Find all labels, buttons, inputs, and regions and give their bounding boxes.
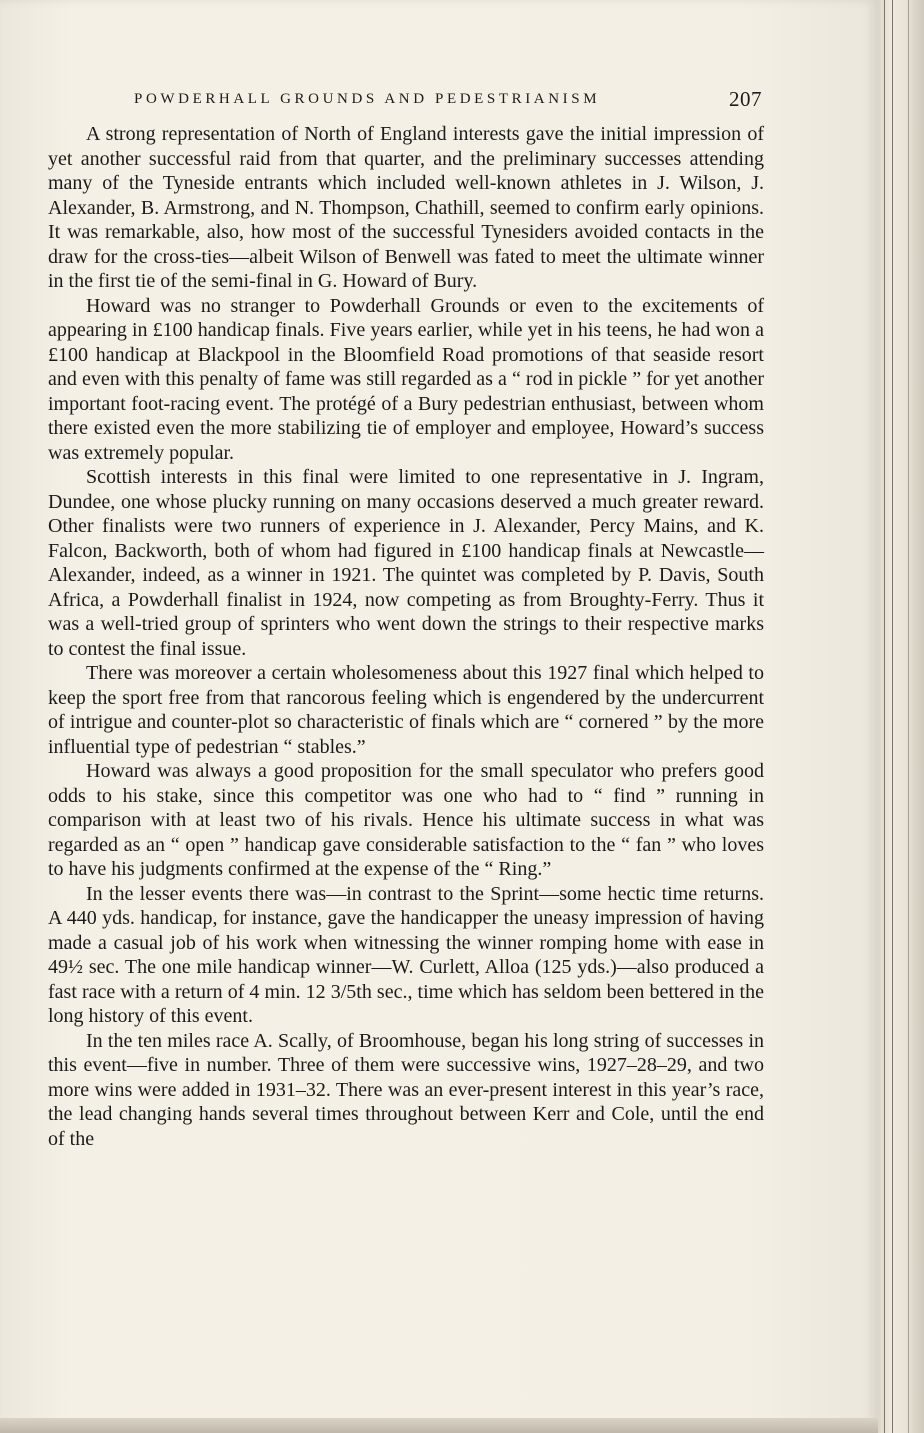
book-page-edges xyxy=(878,0,924,1433)
paragraph-5: Howard was always a good proposition for the small speculator who prefers good odds to his stake, since this competitor was one who had to “ find ” running in comparison with at least two of his rivals. Hence his ultimate success in what was regarded as an “ open ” handicap gave considerable satisfaction to the “ fan ” who loves to have his judgments confirmed at the expense of the “ Ring.” xyxy=(48,760,764,880)
page-bottom-edge xyxy=(0,1418,878,1433)
page-header xyxy=(134,87,764,113)
paragraph-4: There was moreover a certain wholesomeness about this 1927 final which helped to keep the sport free from that rancorous feeling which is engendered by the undercurrent of intrigue and counter-plot so characteristic of finals which are “ cornered ” by the more influential type of pedestrian “ stables.” xyxy=(48,662,764,758)
paragraph-7: In the ten miles race A. Scally, of Broomhouse, began his long string of successes in this event—five in number. Three of them were successive wins, 1927–28–29, and two more wins were added in 1931–32. There was an ever-present interest in this year’s race, the lead changing hands several times throughout between Kerr and Cole, until the end of the xyxy=(48,1029,764,1150)
page-edge-line xyxy=(884,0,885,1433)
body-text xyxy=(48,122,764,1151)
paragraph-6: In the lesser events there was—in contrast to the Sprint—some hectic time returns. A 440 yds. handicap, for instance, gave the handicapper the uneasy impression of having made a casual job of his work when witnessing the winner romping home with ease in 49½ sec. The one mile handicap winner—W. Curlett, Alloa (125 yds.)—also produced a fast race with a return of 4 min. 12 3/5th sec., time which has seldom been bettered in the long history of this event. xyxy=(48,882,764,1027)
running-title: POWDERHALL GROUNDS AND PEDESTRIANISM xyxy=(134,91,601,107)
paragraph-2: Howard was no stranger to Powderhall Grounds or even to the excitements of appearing in £100 handicap finals. Five years earlier, while yet in his teens, he had won a £100 handicap at Blackpool in the Bloomfield Road promotions of that seaside resort and even with this penalty of fame was still regarded as a “ rod in pickle ” for yet another important foot-racing event. The protégé of a Bury pedestrian enthusiast, between whom there existed even the more stabilizing tie of employer and employee, Howard’s success was extremely popular. xyxy=(48,294,764,464)
page-edge-line xyxy=(892,0,893,1433)
page-number: 207 xyxy=(729,87,762,111)
paragraph-3: Scottish interests in this final were limited to one representative in J. Ingram, Dundee, one whose plucky running on many occasions deserved a much greater reward. Other finalists were two runners of experience in J. Alexander, Percy Mains, and K. Falcon, Backworth, both of whom had figured in £100 handicap finals at Newcastle—Alexander, indeed, as a winner in 1921. The quintet was completed by P. Davis, South Africa, a Powderhall finalist in 1924, now competing as from Broughty-Ferry. Thus it was a well-tried group of sprinters who went down the strings to their respective marks to contest the final issue. xyxy=(48,466,764,660)
paragraph-1: A strong representation of North of England interests gave the initial impression of yet another successful raid from that quarter, and the preliminary successes attending many of the Tyneside entrants which included well-known athletes in J. Wilson, J. Alexander, B. Armstrong, and N. Thompson, Chathill, seemed to confirm early opinions. It was remarkable, also, how most of the successful Tynesiders avoided contacts in the draw for the cross-ties—albeit Wilson of Benwell was fated to meet the ultimate winner in the first tie of the semi-final in G. Howard of Bury. xyxy=(48,123,764,292)
page-edge-line xyxy=(908,0,909,1433)
